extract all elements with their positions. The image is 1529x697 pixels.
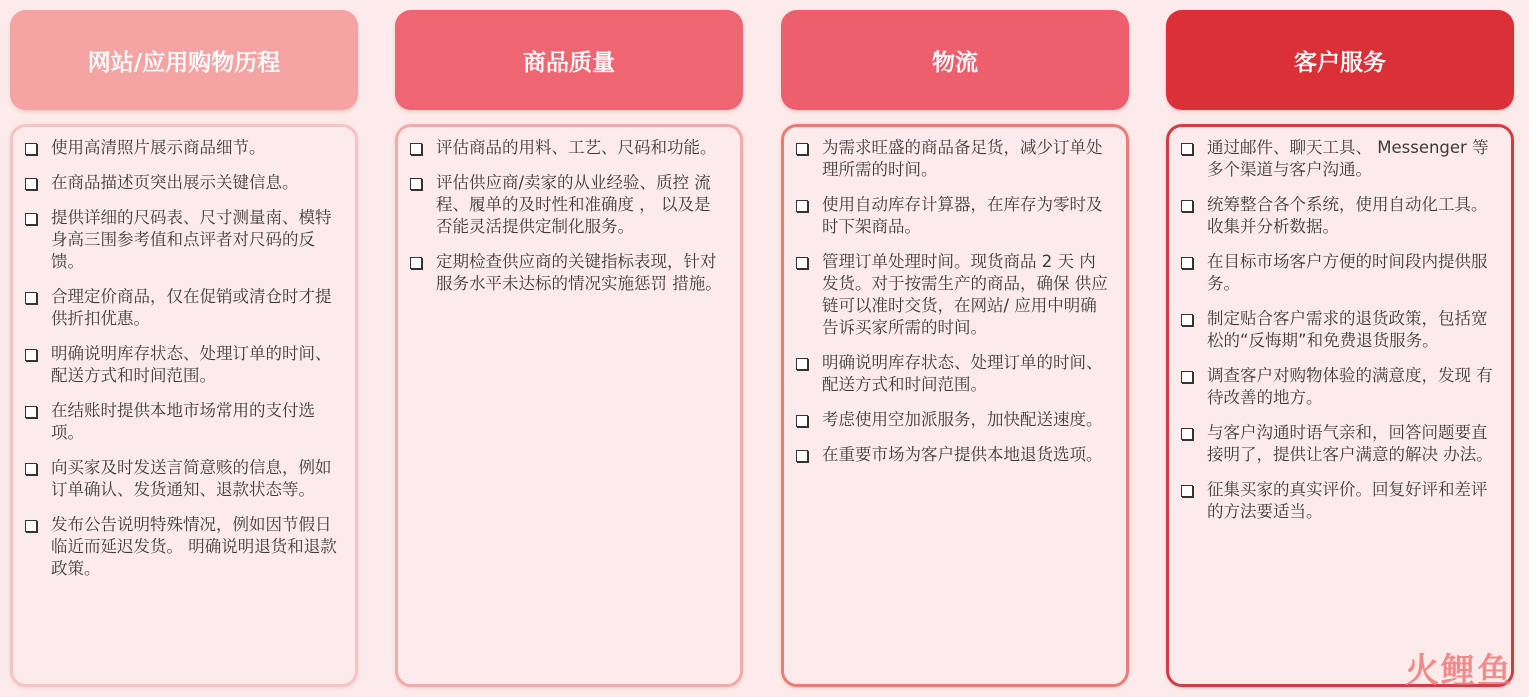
list-item-text: 评估供应商/卖家的从业经验、质控 流程、履单的及时性和准确度 ， 以及是否能灵活提供定制化服务。 [436,173,711,236]
list-item [25,207,341,273]
list-item [796,194,1112,238]
checkbox-bullet-icon [25,143,37,155]
checkbox-bullet-icon [796,257,808,269]
list-item-text: 调查客户对购物体验的满意度，发现 有待改善的地方。 [1207,366,1493,407]
list-item-text: 使用高清照片展示商品细节。 [51,138,266,157]
checkbox-bullet-icon [796,143,808,155]
list-item-text: 通过邮件、聊天工具、 Messenger 等多个渠道与客户沟通。 [1207,138,1489,179]
list-item-text: 征集买家的真实评价。回复好评和差评的方法要适当。 [1207,480,1488,521]
list-item [1181,194,1497,238]
checkbox-bullet-icon [796,450,808,462]
checkbox-bullet-icon [25,213,37,225]
list-item-text: 使用自动库存计算器，在库存为零时及时下架商品。 [822,195,1103,236]
list-item [410,137,726,159]
list-item [25,172,341,194]
header-shopping-journey: 网站/应用购物历程 [10,10,358,110]
list-item [25,286,341,330]
checkbox-bullet-icon [1181,314,1193,326]
list-item-text: 明确说明库存状态、处理订单的时间、 配送方式和时间范围。 [822,353,1103,394]
list-item-text: 在结账时提供本地市场常用的支付选项。 [51,401,315,442]
list-item-text: 在重要市场为客户提供本地退货选项。 [822,445,1103,464]
checkbox-bullet-icon [1181,200,1193,212]
checkbox-bullet-icon [25,406,37,418]
panel-shopping-journey [10,124,358,687]
list-item-text: 管理订单处理时间。现货商品 2 天 内发货。对于按需生产的商品，确保 供应链可以准时交货，在网站/ 应用中明确告诉买家所需的时间。 [822,252,1108,337]
list-item-text: 提供详细的尺码表、尺寸测量南、模特身高三围参考值和点评者对尺码的反馈。 [51,208,332,271]
list-item [1181,422,1497,466]
list-item-text: 为需求旺盛的商品备足货，减少订单处理所需的时间。 [822,138,1103,179]
list-item [796,444,1112,466]
checkbox-bullet-icon [410,178,422,190]
checkbox-bullet-icon [796,358,808,370]
list-item-text: 合理定价商品，仅在促销或清仓时才提供折扣优惠。 [51,287,332,328]
checkbox-bullet-icon [25,292,37,304]
watermark-logo: 火鲤鱼 [1405,651,1513,691]
list-item-text: 统筹整合各个系统，使用自动化工具。收集并分析数据。 [1207,195,1488,236]
list-item [410,172,726,238]
checkbox-bullet-icon [25,463,37,475]
column-logistics [781,0,1129,697]
list-item [25,457,341,501]
list-item [796,251,1112,339]
column-product-quality [395,0,743,697]
header-logistics: 物流 [781,10,1129,110]
checkbox-bullet-icon [25,178,37,190]
panel-product-quality [395,124,743,687]
header-product-quality: 商品质量 [395,10,743,110]
list-item [796,409,1112,431]
list-item [1181,365,1497,409]
checkbox-bullet-icon [410,257,422,269]
checkbox-bullet-icon [1181,428,1193,440]
checkbox-bullet-icon [1181,485,1193,497]
checkbox-bullet-icon [410,143,422,155]
list-item [1181,308,1497,352]
list-item-text: 考虑使用空加派服务，加快配送速度。 [822,410,1103,429]
list-item [1181,251,1497,295]
list-item [25,137,341,159]
list-item [796,137,1112,181]
column-customer-service [1166,0,1514,697]
list-item-text: 制定贴合客户需求的退货政策，包括宽松的“反悔期”和免费退货服务。 [1207,309,1488,350]
list-item-text: 定期检查供应商的关键指标表现，针对服务水平未达标的情况实施惩罚 措施。 [436,252,722,293]
list-item [25,400,341,444]
checkbox-bullet-icon [796,415,808,427]
checkbox-bullet-icon [1181,371,1193,383]
checkbox-bullet-icon [1181,257,1193,269]
header-customer-service: 客户服务 [1166,10,1514,110]
list-item [25,514,341,580]
list-item-text: 在商品描述页突出展示关键信息。 [51,173,299,192]
list-item [1181,479,1497,523]
list-item [410,251,726,295]
list-item [1181,137,1497,181]
list-item-text: 向买家及时发送言简意赅的信息，例如订单确认、发货通知、退款状态等。 [51,458,332,499]
list-item-text: 明确说明库存状态、处理订单的时间、 配送方式和时间范围。 [51,344,332,385]
checkbox-bullet-icon [796,200,808,212]
column-shopping-journey [10,0,358,697]
panel-logistics [781,124,1129,687]
list-item-text: 与客户沟通时语气亲和，回答问题要直接明了，提供让客户满意的解决 办法。 [1207,423,1493,464]
panel-customer-service [1166,124,1514,687]
list-item [25,343,341,387]
list-item-text: 在目标市场客户方便的时间段内提供服务。 [1207,252,1488,293]
list-item-text: 发布公告说明特殊情况，例如因节假日临近而延迟发货。 明确说明退货和退款政策。 [51,515,337,578]
list-item [796,352,1112,396]
list-item-text: 评估商品的用料、工艺、尺码和功能。 [436,138,717,157]
checkbox-bullet-icon [1181,143,1193,155]
checkbox-bullet-icon [25,520,37,532]
checkbox-bullet-icon [25,349,37,361]
